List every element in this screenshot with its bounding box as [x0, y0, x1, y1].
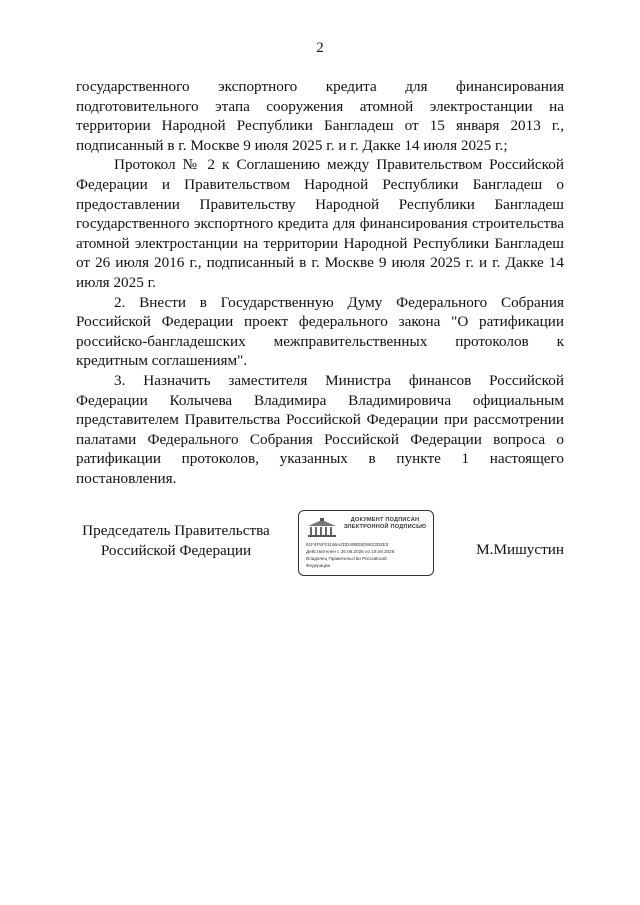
stamp-header-line-1: ДОКУМЕНТ ПОДПИСАН [350, 517, 420, 523]
paragraph-item-3: 3. Назначить заместителя Министра финансов Российской Федерации Колычева Владимира Владимировича официальным представителем Правительства Российской Федерации при рассмотрении палатами Федерального Собрания Российской Федерации вопроса о ратификации протоколов, указанных в пункте 1 настоящего постановления. [76, 371, 564, 487]
electronic-signature-stamp [298, 510, 434, 576]
stamp-owner-line-2: Федерации [306, 563, 331, 568]
stamp-certificate: 51F4F5F01196A2DD40BE6D6823D2E3 [306, 542, 389, 547]
signatory-title-line-2: Российской Федерации [100, 541, 252, 559]
stamp-header-line-2: ЭЛЕКТРОННОЙ ПОДПИСЬЮ [343, 524, 427, 530]
page-number: 2 [316, 40, 324, 56]
stamp-header [339, 517, 431, 531]
signatory-name: М.Мишустин [476, 541, 564, 558]
paragraph-continuation: государственного экспортного кредита для финансирования подготовительного этапа сооружения атомной электростанции на территории Народной Республики Бангладеш от 15 января 2013 г., подписанный в г. Москве 9 июля 2025 г. и г. Дакке 14 июля 2025 г.; [76, 78, 564, 154]
document-body [76, 77, 564, 488]
signatory-title [76, 521, 276, 560]
signatory-title-line-1: Председатель Правительства [82, 522, 270, 539]
paragraph-item-2: 2. Внести в Государственную Думу Федерального Собрания Российской Федерации проект федерального закона "О ратификации российско-бангладешских межправительственных протоколов к кредитным соглашениям". [76, 293, 564, 370]
stamp-validity: Действителен с 26.06.2025 по 19.09.2026 [306, 549, 395, 554]
stamp-owner-line-1: Владелец Правительство Российской [306, 556, 387, 561]
paragraph-protocol-2: Протокол № 2 к Соглашению между Правительством Российской Федерации и Правительством Народной Республики Бангладеш о предоставлении Правительству Народной Республики Бангладеш государственного экспортного кредита для финансирования строительства атомной электростанции на территории Народной Республики Бангладеш от 26 июля 2016 г., подписанный в г. Москве 9 июля 2025 г. и г. Дакке 14 июля 2025 г. [76, 156, 564, 291]
emblem-icon [307, 518, 337, 538]
